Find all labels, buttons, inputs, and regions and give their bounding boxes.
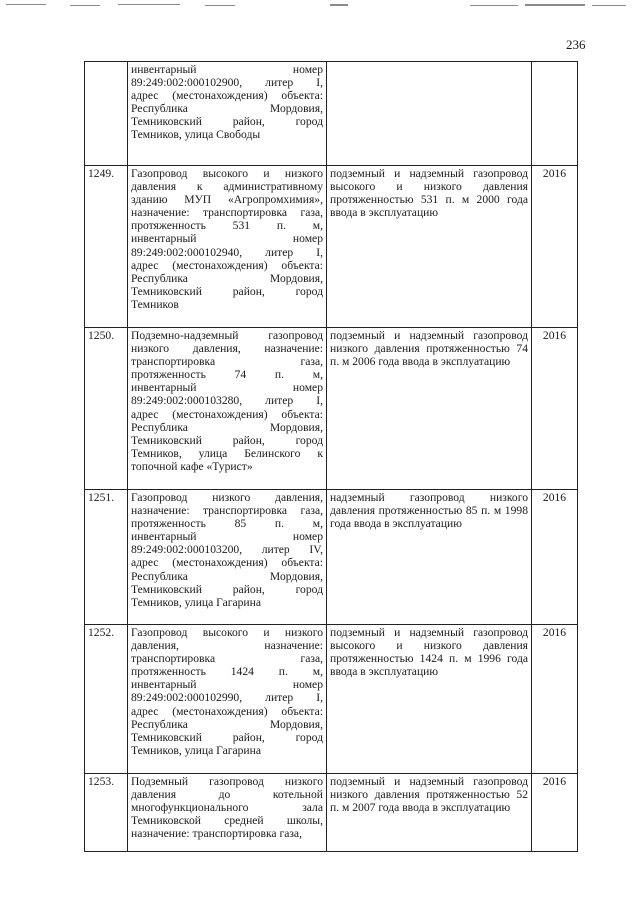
inclusion-year: 2016 xyxy=(532,166,578,328)
description-line: Темников, улица Белинского к xyxy=(131,446,323,460)
description-line: Темников, улица Гагарина xyxy=(131,743,261,757)
description-line: протяженность 531 п. м, xyxy=(131,219,323,233)
row-number: 1252. xyxy=(85,625,128,774)
table-row xyxy=(85,490,578,625)
description-line: Газопровод высокого и низкого xyxy=(131,167,323,180)
description-line: инвентарный номер xyxy=(131,232,323,246)
description-line: низкого давления, назначение: xyxy=(131,342,323,356)
description-line: давления до котельной xyxy=(131,788,323,802)
description-line: зданию МУП «Агропромхимия», xyxy=(131,193,323,207)
description-line: топочной кафе «Турист» xyxy=(131,459,253,473)
description-line: Темников xyxy=(131,297,179,311)
description-line: Газопровод низкого давления, xyxy=(131,491,323,504)
inclusion-year: 2016 xyxy=(532,490,578,625)
inclusion-year: 2016 xyxy=(532,774,578,852)
description-line: Темниковский район, город xyxy=(131,115,323,129)
description-line: Республика Мордовия, xyxy=(131,271,323,285)
description-line: адрес (местонахождения) объекта: xyxy=(131,258,323,272)
object-characteristics xyxy=(327,62,532,166)
characteristics-text: надземный газопровод низкого давления протяженностью 85 п. м 1998 года ввода в эксплуатацию xyxy=(330,491,528,531)
object-characteristics xyxy=(327,328,532,490)
description-line: инвентарный номер xyxy=(131,530,323,544)
object-characteristics xyxy=(327,774,532,852)
description-line: инвентарный номер xyxy=(131,63,323,76)
object-characteristics xyxy=(327,490,532,625)
description-line: транспортировка газа, xyxy=(131,652,323,666)
description-line: Темниковской средней школы, xyxy=(131,814,323,828)
object-description xyxy=(128,328,327,490)
description-line: адрес (местонахождения) объекта: xyxy=(131,89,323,103)
description-line: назначение: транспортировка газа, xyxy=(131,206,323,220)
row-number: 1250. xyxy=(85,328,128,490)
table-row xyxy=(85,774,578,852)
scan-artifact-strip xyxy=(0,0,640,14)
description-line: 89:249:002:000102990, литер I, xyxy=(131,691,323,705)
description-line: Газопровод высокого и низкого xyxy=(131,626,323,639)
description-line: 89:249:002:000102940, литер I, xyxy=(131,245,323,259)
object-description xyxy=(128,166,327,328)
property-registry-table xyxy=(84,61,578,852)
characteristics-text: подземный и надземный газопровод низкого давления протяженностью 74 п. м 2006 года ввода в эксплуатацию xyxy=(330,329,528,369)
row-number: 1253. xyxy=(85,774,128,852)
object-characteristics xyxy=(327,166,532,328)
description-line: инвентарный номер xyxy=(131,678,323,692)
table-row xyxy=(85,328,578,490)
description-line: Темниковский район, город xyxy=(131,582,323,596)
object-description xyxy=(128,625,327,774)
description-line: Темниковский район, город xyxy=(131,284,323,298)
description-line: протяженность 74 п. м, xyxy=(131,368,323,382)
inclusion-year: 2016 xyxy=(532,625,578,774)
description-line: Республика Мордовия, xyxy=(131,102,323,116)
description-line: давления к административному xyxy=(131,180,323,194)
description-line: Темников, улица Гагарина xyxy=(131,595,261,609)
description-line: Подземно-надземный газопровод xyxy=(131,329,323,342)
characteristics-text: подземный и надземный газопровод высокого и низкого давления протяженностью 1424 п. м 1996 года ввода в эксплуатацию xyxy=(330,626,528,679)
description-line: адрес (местонахождения) объекта: xyxy=(131,407,323,421)
description-line: назначение: транспортировка газа, xyxy=(131,504,323,518)
description-line: Темниковский район, город xyxy=(131,730,323,744)
page-number: 236 xyxy=(566,37,586,52)
description-line: протяженность 85 п. м, xyxy=(131,517,323,531)
description-line: многофункционального зала xyxy=(131,801,323,815)
description-line: транспортировка газа, xyxy=(131,355,323,369)
object-description xyxy=(128,62,327,166)
characteristics-text: подземный и надземный газопровод низкого давления протяженностью 52 п. м 2007 года ввода в эксплуатацию xyxy=(330,775,528,815)
row-number: 1251. xyxy=(85,490,128,625)
description-line: Темников, улица Свободы xyxy=(131,128,261,142)
row-number: 1249. xyxy=(85,166,128,328)
inclusion-year xyxy=(532,62,578,166)
row-number xyxy=(85,62,128,166)
description-line: адрес (местонахождения) объекта: xyxy=(131,704,323,718)
table-row xyxy=(85,62,578,166)
description-line: Республика Мордовия, xyxy=(131,569,323,583)
table-row xyxy=(85,625,578,774)
description-line: назначение: транспортировка газа, xyxy=(131,827,302,841)
description-line: протяженность 1424 п. м, xyxy=(131,665,323,679)
characteristics-text: подземный и надземный газопровод высокого и низкого давления протяженностью 531 п. м 2000 года ввода в эксплуатацию xyxy=(330,167,528,220)
description-line: давления, назначение: xyxy=(131,639,323,653)
description-line: Темниковский район, город xyxy=(131,433,323,447)
object-description xyxy=(128,774,327,852)
inclusion-year: 2016 xyxy=(532,328,578,490)
description-line: инвентарный номер xyxy=(131,381,323,395)
description-line: Подземный газопровод низкого xyxy=(131,775,323,788)
object-characteristics xyxy=(327,625,532,774)
description-line: 89:249:002:000102900, литер I, xyxy=(131,76,323,90)
object-description xyxy=(128,490,327,625)
description-line: Республика Мордовия, xyxy=(131,717,323,731)
table-row xyxy=(85,166,578,328)
description-line: Республика Мордовия, xyxy=(131,420,323,434)
description-line: адрес (местонахождения) объекта: xyxy=(131,556,323,570)
description-line: 89:249:002:000103280, литер I, xyxy=(131,394,323,408)
description-line: 89:249:002:000103200, литер IV, xyxy=(131,543,323,557)
